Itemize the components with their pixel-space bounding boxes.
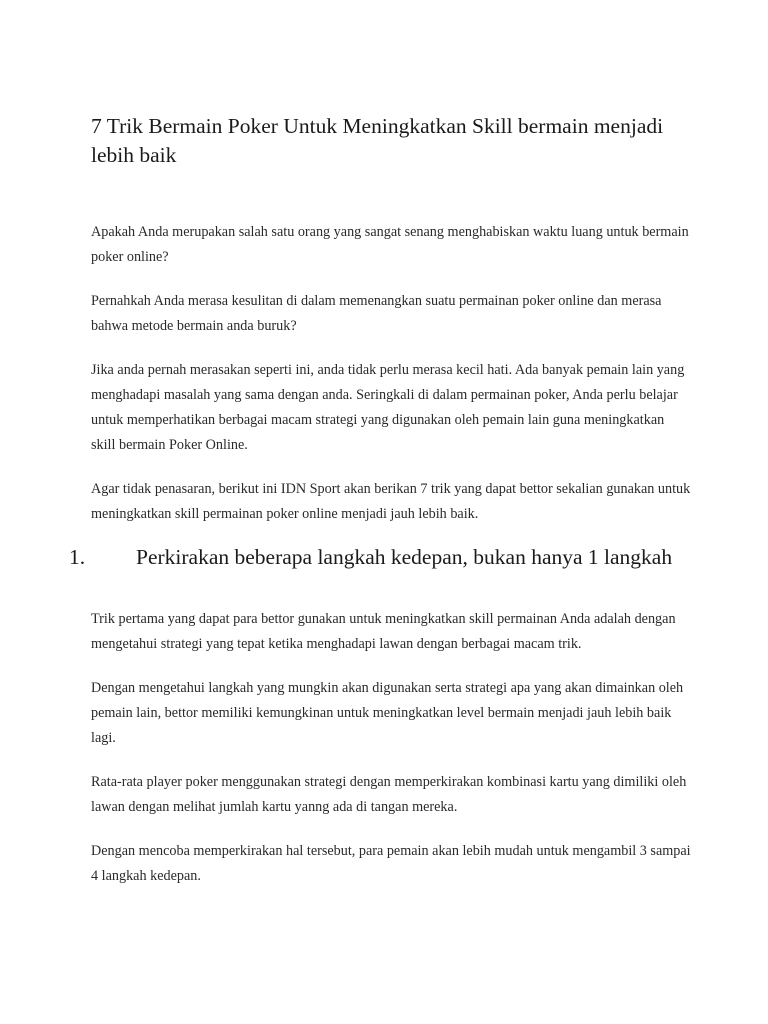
section-1-number: 1.: [69, 545, 86, 569]
intro-paragraph-1: Apakah Anda merupakan salah satu orang yang sangat senang menghabiskan waktu luang untuk bermain poker online?: [91, 224, 689, 265]
intro-paragraph-2: Pernahkah Anda merasa kesulitan di dalam memenangkan suatu permainan poker online dan merasa bahwa metode bermain anda buruk?: [91, 293, 662, 334]
section-1-heading: [69, 544, 689, 571]
section-1-paragraph-1: Trik pertama yang dapat para bettor gunakan untuk meningkatkan skill permainan Anda adalah dengan mengetahui strategi yang tepat ketika menghadapi lawan dengan berbagai macam trik.: [91, 611, 676, 652]
page-title: 7 Trik Bermain Poker Untuk Meningkatkan Skill bermain menjadi lebih baik: [91, 114, 664, 167]
intro-paragraph-3: Jika anda pernah merasakan seperti ini, anda tidak perlu merasa kecil hati. Ada banyak pemain lain yang menghadapi masalah yang sama dengan anda. Seringkali di dalam permainan poker, Anda perlu belajar untuk memperhatikan berbagai macam strategi yang digunakan oleh pemain lain guna meningkatkan skill bermain Poker Online.: [91, 362, 685, 453]
section-1-paragraph-4: Dengan mencoba memperkirakan hal tersebut, para pemain akan lebih mudah untuk mengambil 3 sampai 4 langkah kedepan.: [91, 843, 691, 884]
section-1-paragraph-3: Rata-rata player poker menggunakan strategi dengan memperkirakan kombinasi kartu yang dimiliki oleh lawan dengan melihat jumlah kartu yanng ada di tangan mereka.: [91, 774, 687, 815]
intro-paragraph-4: Agar tidak penasaran, berikut ini IDN Sport akan berikan 7 trik yang dapat bettor sekalian gunakan untuk meningkatkan skill permainan poker online menjadi jauh lebih baik.: [91, 481, 691, 522]
section-1-heading-text: Perkirakan beberapa langkah kedepan, bukan hanya 1 langkah: [136, 545, 673, 569]
section-1-paragraph-2: Dengan mengetahui langkah yang mungkin akan digunakan serta strategi apa yang akan dimainkan oleh pemain lain, bettor memiliki kemungkinan untuk meningkatkan level bermain menjadi jauh lebih baik lagi.: [91, 680, 684, 746]
